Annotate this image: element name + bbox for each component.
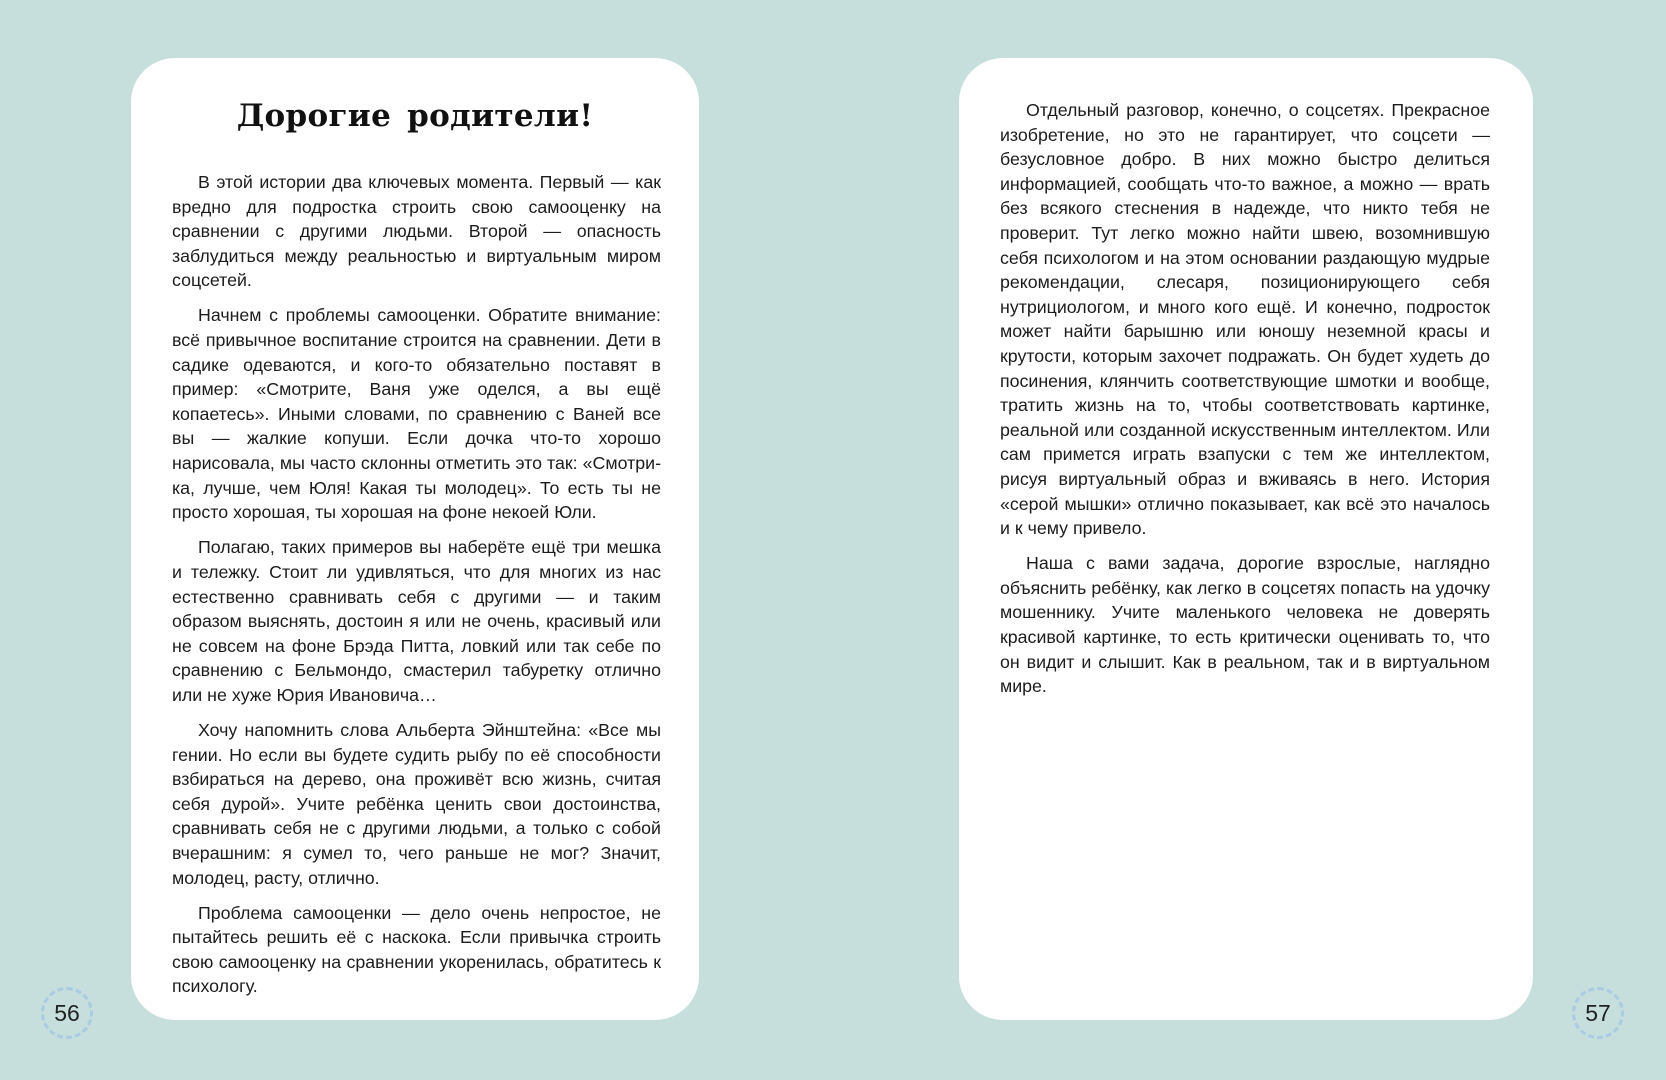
- paragraph: Хочу напомнить слова Альберта Эйнштейна: «Все мы гении. Но если вы будете судить рыбу по её способности взбираться на дерево, она проживёт всю жизнь, считая себя дурой». Учите ребёнка ценить свои достоинства, сравнивать себя не с другими людьми, а только с собой вчерашним: я сумел то, чего раньше не мог? Значит, молодец, расту, отлично.: [172, 719, 661, 888]
- page-title: Дорогие родители!: [236, 98, 594, 134]
- paragraph: Проблема самооценки — дело очень непростое, не пытайтесь решить её с наскока. Если привычка строить свою самооценку на сравнении укоренилась, обратитесь к психологу.: [172, 902, 661, 997]
- page-number-left: 56: [41, 987, 93, 1039]
- right-page-panel: [959, 58, 1533, 1020]
- paragraph: Отдельный разговор, конечно, о соцсетях. Прекрасное изобретение, но это не гарантирует, что соцсети — безусловное добро. В них можно быстро делиться информацией, сообщать что-то важное, а можно — врать без всякого стеснения в надежде, что никто тебя не проверит. Тут легко можно найти швею, возомнившую себя психологом и на этом основании раздающую мудрые рекомендации, слесаря, позиционирующего себя нутрициологом, и много кого ещё. И конечно, подросток может найти барышню или юношу неземной красы и крутости, которым захочет подражать. Он будет худеть до посинения, клянчить соответствующие шмотки и вообще, тратить жизнь на то, чтобы соответствовать картинке, реальной или созданной искусственным интеллектом. Или сам примется играть взапуски с тем же интеллектом, рисуя виртуальный образ и вживаясь в него. История «серой мышки» отлично показывает, как всё это началось и к чему привело.: [1000, 100, 1490, 539]
- page-number-right: 57: [1572, 987, 1624, 1039]
- paragraph: В этой истории два ключевых момента. Первый — как вредно для подростка строить свою самооценку на сравнении с другими людьми. Второй — опасность заблудиться между реальностью и виртуальным миром соцсетей.: [172, 172, 661, 291]
- right-page-body: [1000, 98, 1490, 709]
- paragraph: Начнем с проблемы самооценки. Обратите внимание: всё привычное воспитание строится на сравнении. Дети в садике одеваются, и кого-то обязательно поставят в пример: «Смотрите, Ваня уже оделся, а вы ещё копаетесь». Иными словами, по сравнению с Ваней все вы — жалкие копуши. Если дочка что-то хорошо нарисовала, мы часто склонны отметить это так: «Смотри-ка, лучше, чем Юля! Какая ты молодец». То есть ты не просто хорошая, ты хорошая на фоне некоей Юли.: [172, 305, 661, 523]
- left-page-body: [172, 170, 661, 1010]
- paragraph: Полагаю, таких примеров вы наберёте ещё три мешка и тележку. Стоит ли удивляться, что для многих из нас естественно сравнивать себя с другими — и таким образом выяснять, достоин я или не очень, красивый или не совсем на фоне Брэда Питта, ловкий или так себе по сравнению с Бельмондо, смастерил табуретку отлично или не хуже Юрия Ивановича…: [172, 537, 661, 705]
- paragraph: Наша с вами задача, дорогие взрослые, наглядно объяснить ребёнку, как легко в соцсетях попасть на удочку мошеннику. Учите маленького человека не доверять красивой картинке, то есть критически оценивать то, что он видит и слышит. Как в реальном, так и в виртуальном мире.: [1000, 553, 1490, 697]
- left-page-panel: [131, 58, 699, 1020]
